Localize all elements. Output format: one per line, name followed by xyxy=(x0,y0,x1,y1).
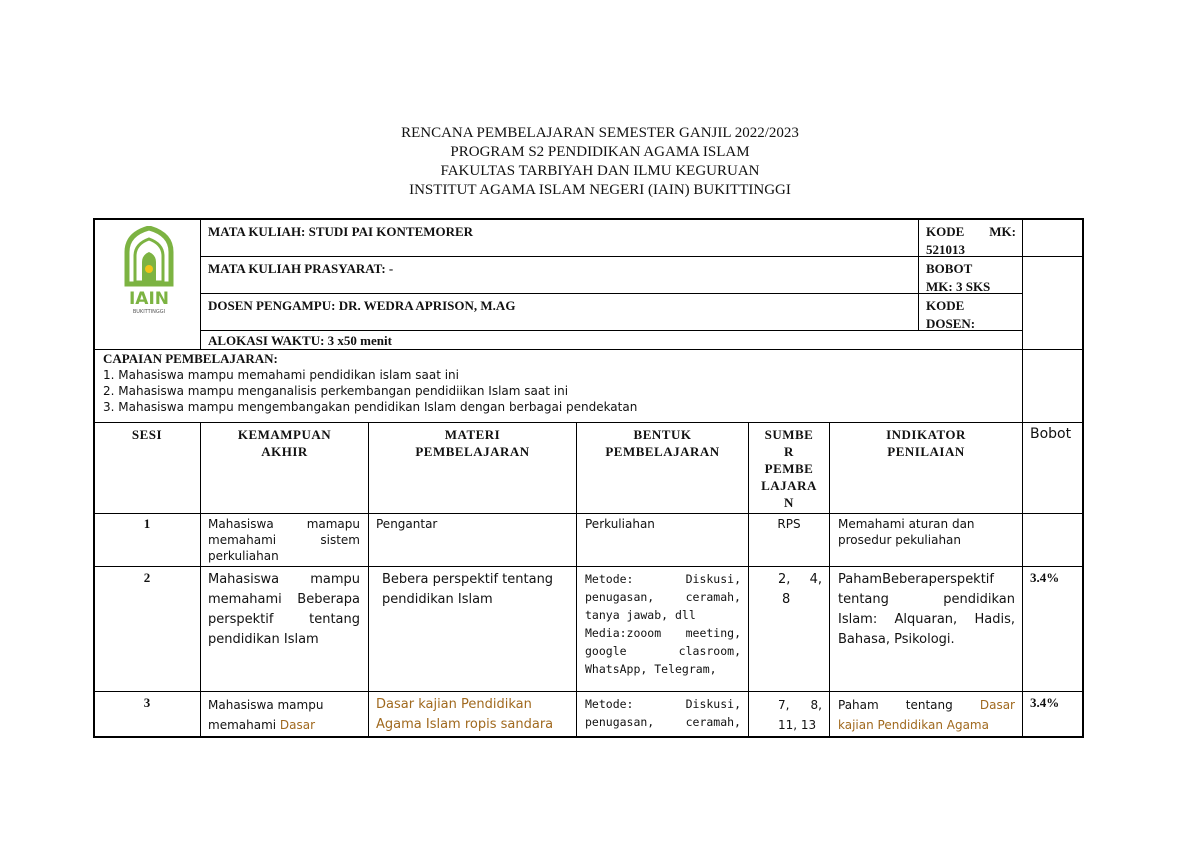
col-header-indikator: INDIKATOR PENILAIAN xyxy=(886,427,966,459)
col-header-sumber: SUMBE R PEMBE LAJARA N xyxy=(761,427,817,510)
learning-outcome-item: 2. Mahasiswa mampu menganalisis perkembangan pendidiikan Islam saat ini xyxy=(103,384,569,398)
learning-outcomes-title: CAPAIAN PEMBELAJARAN: xyxy=(103,351,278,366)
row-bobot: 3.4% xyxy=(1030,695,1060,710)
header-faculty: FAKULTAS TARBIYAH DAN ILMU KEGURUAN xyxy=(440,163,760,179)
row-sumber: 7, 8, 11, 13 xyxy=(778,698,822,732)
time-allocation: ALOKASI WAKTU: 3 x50 menit xyxy=(208,333,392,348)
lecturer: DOSEN PENGAMPU: DR. WEDRA APRISON, M.AG xyxy=(208,298,516,313)
col-header-bentuk: BENTUK PEMBELAJARAN xyxy=(605,427,720,459)
course-code-label: KODE MK: 521013 xyxy=(926,224,1016,257)
row-indikator: Memahami aturan dan prosedur pekuliahan xyxy=(838,517,975,547)
header-title: RENCANA PEMBELAJARAN SEMESTER GANJIL 2022/2023 xyxy=(401,125,799,141)
col-header-bobot: Bobot xyxy=(1030,426,1072,442)
col-header-sesi: SESI xyxy=(131,427,163,442)
row-sumber: RPS xyxy=(777,517,801,531)
iain-emblem-icon xyxy=(118,226,180,316)
prerequisite: MATA KULIAH PRASYARAT: - xyxy=(208,261,394,276)
row-kemampuan: Mahasiswa mampu memahami Beberapa perspektif tentang pendidikan Islam xyxy=(208,572,360,647)
row-materi: Bebera perspektif tentang pendidikan Islam xyxy=(382,572,554,607)
course-weight: BOBOT MK: 3 SKS xyxy=(926,261,991,294)
row-indikator: Paham tentang Dasar kajian Pendidikan Agama xyxy=(838,698,1015,732)
iain-logo xyxy=(118,226,180,316)
header-institute: INSTITUT AGAMA ISLAM NEGERI (IAIN) BUKITTINGGI xyxy=(409,182,791,198)
row-kemampuan: Mahasiswa mamapu memahami sistem perkuliahan xyxy=(208,517,360,563)
learning-outcome-item: 1. Mahasiswa mampu memahami pendidikan islam saat ini xyxy=(103,368,459,382)
row-materi: Pengantar xyxy=(376,517,438,531)
col-header-materi: MATERI PEMBELAJARAN xyxy=(415,427,530,459)
row-materi: Dasar kajian Pendidikan Agama Islam ropis sandara xyxy=(376,697,554,732)
row-sumber: 2, 4, 8 xyxy=(778,572,822,607)
row-bentuk: Metode: Diskusi, penugasan, ceramah, xyxy=(585,697,741,729)
header-program: PROGRAM S2 PENDIDIKAN AGAMA ISLAM xyxy=(450,144,750,160)
logo-subtext: BUKITTINGGI xyxy=(132,309,166,315)
row-indikator: PahamBeberaperspektif tentang pendidikan Islam: Alquaran, Hadis, Bahasa, Psikologi. xyxy=(838,572,1015,647)
course-name: MATA KULIAH: STUDI PAI KONTEMORER xyxy=(208,224,474,239)
lecturer-code: KODE DOSEN: xyxy=(926,298,976,331)
learning-outcomes xyxy=(103,351,637,415)
highlighted-text: Dasar xyxy=(279,718,316,732)
row-sesi: 1 xyxy=(143,516,151,531)
row-sesi: 3 xyxy=(143,695,151,710)
row-bentuk: Perkuliahan xyxy=(585,517,655,531)
highlighted-text: Dasar xyxy=(979,698,1015,712)
row-kemampuan: Mahasiswa mampu memahami Dasar xyxy=(208,698,324,732)
col-header-kemampuan: KEMAMPUAN AKHIR xyxy=(237,427,332,459)
logo-text: IAIN xyxy=(128,289,170,309)
row-sesi: 2 xyxy=(143,570,151,585)
document-header xyxy=(0,124,1200,200)
row-bobot: 3.4% xyxy=(1030,570,1060,585)
row-bentuk: Metode: Diskusi, penugasan, ceramah, tanya jawab, dll Media:zooom meeting, google clasroom, WhatsApp, Telegram, xyxy=(585,572,741,676)
learning-outcome-item: 3. Mahasiswa mampu mengembangakan pendidikan Islam dengan berbagai pendekatan xyxy=(103,400,638,414)
